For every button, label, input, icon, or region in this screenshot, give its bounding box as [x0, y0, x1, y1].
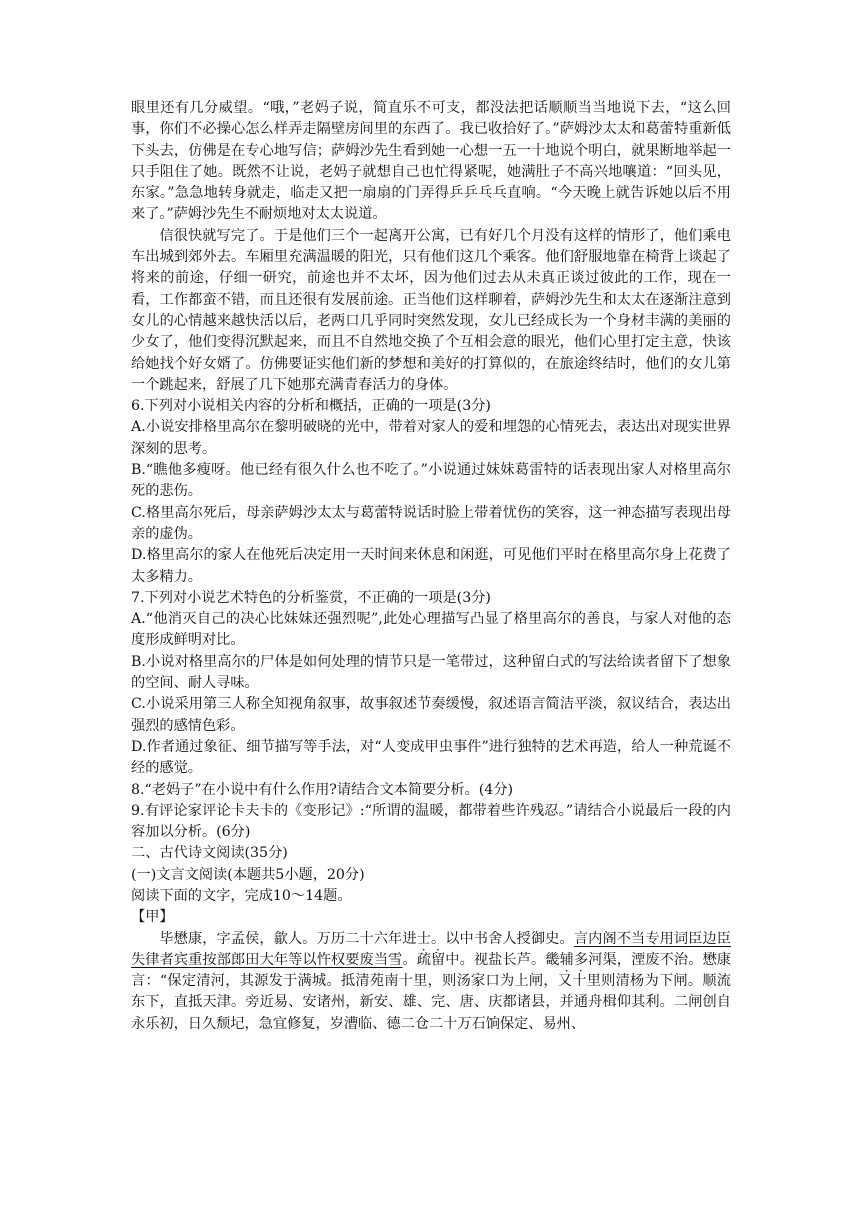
question-7-option-d: D.作者通过象征、细节描写等手法，对“人变成甲虫事件”进行独特的艺术再造，给人一种荒诞不经的感觉。 [131, 738, 731, 777]
story-paragraph-1: 眼里还有几分威望。“哦，”老妈子说，简直乐不可支，都没法把话顺顺当当地说下去，“这么回事，你们不必操心怎么样弄走隔壁房间里的东西了。我已收拾好了。”萨姆沙太太和葛蕾特重新低下头去，仿佛是在专心地写信；萨姆沙先生看到她一心想一五一十地说个明白，就果断地举起一只手阻住了她。既然不让说，老妈子就想自己也忙得紧呢，她满肚子不高兴地嚷道：“回头见，东家。”急急地转身就走，临走又把一扇扇的门弄得乒乒乓乓直响。“今天晚上就告诉她以后不用来了。”萨姆沙先生不耐烦地对太太说道。 [131, 100, 731, 223]
document-page [131, 98, 731, 1035]
section-2-title: 二、古代诗文阅读(35分) [131, 845, 288, 862]
story-paragraph-2: 信很快就写完了。于是他们三个一起离开公寓，已有好几个月没有这样的情形了，他们乘电车出城到郊外去。车厢里充满温暖的阳光，只有他们这几个乘客。他们舒服地靠在椅背上谈起了将来的前途，仔细一研究，前途也并不太坏，因为他们过去从未真正谈过彼此的工作，现在一看，工作都蛮不错，而且还很有发展前途。正当他们这样聊着，萨姆沙先生和太太在逐渐注意到女儿的心情越来越快活以后，老两口几乎同时突然发现，女儿已经成长为一个身材丰满的美丽的少女了，他们变得沉默起来，而且不自然地交换了个互相会意的眼光，他们心里打定主意，快该给她找个好女婿了。仿佛要证实他们新的梦想和美好的打算似的，在旅途终结时，他们的女儿第一个跳起来，舒展了几下她那充满青春活力的身体。 [131, 227, 731, 393]
question-7-option-b: B.小说对格里高尔的尸体是如何处理的情节只是一笔带过，这种留白式的写法给读者留下了想象的空间、耐人寻味。 [131, 653, 731, 692]
classical-text-1: 毕懋康，字孟侯，歙人。万历二十六年 [159, 930, 403, 947]
section-2-subtitle: (一)文言文阅读(本题共5小题，20分) [131, 866, 365, 883]
question-8: 8.“老妈子”在小说中有什么作用?请结合文本简要分析。(4分) [131, 781, 514, 798]
dotted-char-fu: 辅 [559, 951, 574, 968]
question-9: 9.有评论家评论卡夫卡的《变形记》:“所谓的温暖，都带着些许残忍。”请结合小说最后一段的内容加以分析。(6分) [131, 802, 731, 841]
question-6-option-c: C.格里高尔死后，母亲萨姆沙太太与葛蕾特说话时脸上带着忧伤的笑容，这一神态描写表现出母亲的虚伪。 [131, 504, 731, 542]
passage-jia-label: 【甲】 [131, 909, 174, 926]
underlined-sentence: 言内阁不当专用词臣边臣失律者宾重按部郎田大年等以忤权要废当雪 [131, 930, 731, 968]
dotted-char-jin: 进 [402, 930, 417, 947]
question-6-stem: 6.下列对小说相关内容的分析和概括，正确的一项是(3分) [131, 398, 491, 415]
question-6-option-a: A.小说安排格里高尔在黎明破晓的光中，带着对家人的爱和埋怨的心情死去，表达出对现实世界深刻的思考。 [131, 419, 731, 457]
dotted-char-ji: 畿 [545, 951, 560, 968]
question-6-option-d: D.格里高尔的家人在他死后决定用一天时间来休息和闲逛，可见他们平时在格里高尔身上花费了太多精力。 [131, 547, 731, 585]
question-6-option-b: B.“瞧他多瘦呀。他已经有很久什么也不吃了。”小说通过妹妹葛雷特的话表现出家人对格里高尔死的悲伤。 [131, 462, 731, 500]
question-7-option-c: C.小说采用第三人称全知视角叙事，故事叙述节奏缓慢，叙述语言简洁平淡，叙议结合，表达出强烈的感情色彩。 [131, 696, 731, 734]
classical-text-2: 。以中书舍人授御史。 [430, 930, 574, 947]
classical-text-4: 多河渠，湮废不治。懋康言：“保定清河，其源发于满城。抵清苑南十里，则汤家口为上闸，又十里则清杨为下闸。顺流东下，直抵天津。旁近易、安诸州，新安、雄、完、唐、庆都诸县，并通舟楫仰其利。二闸创自永乐初，日久颓圮，急宜修复，岁漕临、德二仓二十万石饷保定、易州、 [131, 951, 731, 1032]
classical-text-3: 。疏留中。视盐长芦。 [402, 951, 546, 968]
dotted-char-shi: 士 [416, 930, 431, 947]
question-7-stem: 7.下列对小说艺术特色的分析鉴赏，不正确的一项是(3分) [131, 589, 491, 606]
question-7-option-a: A.“他消灭自己的决心比妹妹还强烈呢”,此处心理描写凸显了格里高尔的善良，与家人对他的态度形成鲜明对比。 [131, 611, 731, 649]
classical-passage [131, 929, 731, 1035]
section-2-instruction: 阅读下面的文字，完成10～14题。 [131, 887, 352, 904]
